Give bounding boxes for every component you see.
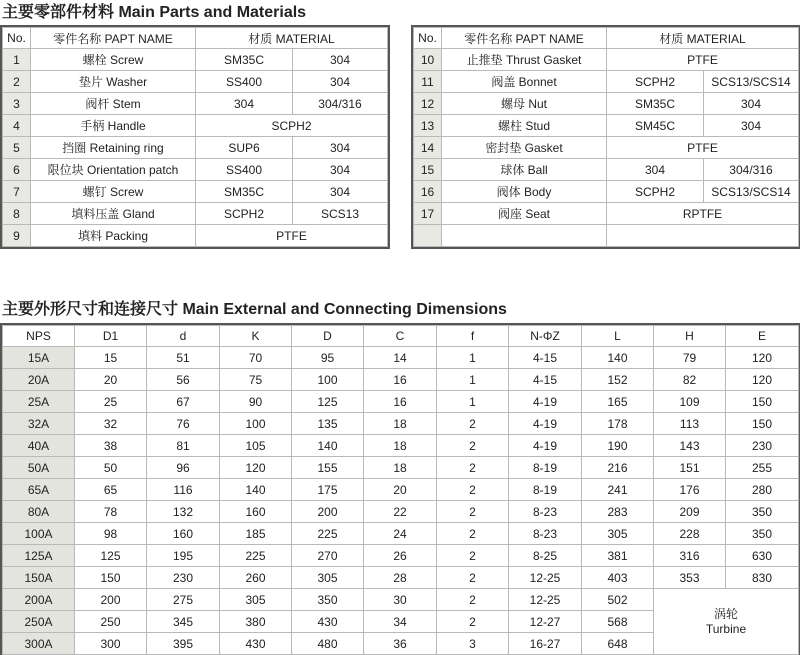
part-material-2: SCS13/SCS14 (704, 71, 799, 93)
dims-value: 4-19 (509, 413, 582, 435)
dims-value: 316 (654, 545, 726, 567)
dims-value: 2 (437, 611, 509, 633)
dims-value: 25 (75, 391, 147, 413)
parts-row (3, 203, 388, 225)
dims-value: 70 (220, 347, 292, 369)
part-name: 阀座 Seat (442, 203, 607, 225)
empty-cell (442, 225, 607, 247)
dims-value: 132 (147, 501, 220, 523)
dims-value: 18 (364, 457, 437, 479)
part-material-1: SM35C (607, 93, 704, 115)
part-material-2: 304 (704, 115, 799, 137)
header-part-name: 零件名称 PAPT NAME (442, 28, 607, 49)
header-part-name: 零件名称 PAPT NAME (31, 28, 196, 49)
part-name: 阀体 Body (442, 181, 607, 203)
part-material-2: SCS13/SCS14 (704, 181, 799, 203)
parts-row (414, 137, 799, 159)
dims-value: 125 (292, 391, 364, 413)
part-material-1: SCPH2 (196, 203, 293, 225)
part-material-2: SCS13 (293, 203, 388, 225)
part-name: 螺钉 Screw (31, 181, 196, 203)
part-number: 8 (3, 203, 31, 225)
part-name: 手柄 Handle (31, 115, 196, 137)
dims-header: D (292, 326, 364, 347)
parts-row (414, 225, 799, 247)
turbine-cell (654, 589, 799, 655)
dims-value: 380 (220, 611, 292, 633)
part-name: 密封垫 Gasket (442, 137, 607, 159)
dims-value: 150 (726, 391, 799, 413)
part-number: 3 (3, 93, 31, 115)
dims-value: 12-25 (509, 589, 582, 611)
dims-value: 230 (726, 435, 799, 457)
dims-value: 152 (582, 369, 654, 391)
dims-value: 143 (654, 435, 726, 457)
dims-value: 381 (582, 545, 654, 567)
dims-value: 140 (292, 435, 364, 457)
part-number: 10 (414, 49, 442, 71)
dims-value: 228 (654, 523, 726, 545)
dims-value: 176 (654, 479, 726, 501)
part-number: 14 (414, 137, 442, 159)
dims-value: 32 (75, 413, 147, 435)
dims-nps: 25A (3, 391, 75, 413)
dims-value: 150 (726, 413, 799, 435)
parts-row (3, 181, 388, 203)
dims-value: 26 (364, 545, 437, 567)
dims-nps: 125A (3, 545, 75, 567)
part-material-1: SCPH2 (607, 71, 704, 93)
dims-value: 24 (364, 523, 437, 545)
dims-header: d (147, 326, 220, 347)
part-material-1: SUP6 (196, 137, 293, 159)
part-number: 6 (3, 159, 31, 181)
dims-value: 305 (292, 567, 364, 589)
dims-value: 300 (75, 633, 147, 655)
dims-nps: 40A (3, 435, 75, 457)
dims-nps: 32A (3, 413, 75, 435)
dims-nps: 50A (3, 457, 75, 479)
dims-header: K (220, 326, 292, 347)
dims-value: 160 (147, 523, 220, 545)
part-material-2: 304/316 (293, 93, 388, 115)
dims-value: 160 (220, 501, 292, 523)
dims-value: 90 (220, 391, 292, 413)
parts-row (3, 71, 388, 93)
dims-value: 283 (582, 501, 654, 523)
part-material-2: 304 (293, 71, 388, 93)
part-material: PTFE (196, 225, 388, 247)
parts-row (414, 159, 799, 181)
dims-value: 2 (437, 501, 509, 523)
dims-header: H (654, 326, 726, 347)
dims-value: 1 (437, 391, 509, 413)
dims-row (3, 435, 799, 457)
dims-value: 116 (147, 479, 220, 501)
dims-value: 150 (75, 567, 147, 589)
dims-header: L (582, 326, 654, 347)
part-number: 17 (414, 203, 442, 225)
dims-table (2, 325, 799, 655)
dims-value: 350 (292, 589, 364, 611)
dims-nps: 80A (3, 501, 75, 523)
dims-value: 67 (147, 391, 220, 413)
part-material-1: 304 (196, 93, 293, 115)
dims-value: 2 (437, 567, 509, 589)
header-material: 材质 MATERIAL (196, 28, 388, 49)
part-material: PTFE (607, 137, 799, 159)
part-name: 阀盖 Bonnet (442, 71, 607, 93)
parts-row (414, 203, 799, 225)
turbine-cn: 涡轮 (713, 606, 738, 621)
dims-row (3, 457, 799, 479)
part-number: 12 (414, 93, 442, 115)
header-no: No. (414, 28, 442, 49)
dims-value: 225 (220, 545, 292, 567)
empty-cell (607, 225, 799, 247)
dims-nps: 20A (3, 369, 75, 391)
dims-value: 20 (364, 479, 437, 501)
dims-value: 8-23 (509, 523, 582, 545)
dims-value: 4-15 (509, 369, 582, 391)
dims-header-row (3, 326, 799, 347)
dims-value: 3 (437, 633, 509, 655)
dims-row (3, 589, 799, 611)
dims-value: 230 (147, 567, 220, 589)
dims-header: NPS (3, 326, 75, 347)
dims-value: 2 (437, 435, 509, 457)
dims-value: 100 (220, 413, 292, 435)
dims-value: 350 (726, 523, 799, 545)
parts-row (3, 137, 388, 159)
dims-value: 98 (75, 523, 147, 545)
dims-value: 830 (726, 567, 799, 589)
dims-value: 151 (654, 457, 726, 479)
part-number: 1 (3, 49, 31, 71)
dims-value: 140 (220, 479, 292, 501)
part-name: 螺柱 Stud (442, 115, 607, 137)
dims-value: 2 (437, 413, 509, 435)
dims-value: 502 (582, 589, 654, 611)
dims-value: 76 (147, 413, 220, 435)
dims-value: 30 (364, 589, 437, 611)
dims-value: 8-25 (509, 545, 582, 567)
dims-value: 648 (582, 633, 654, 655)
dims-value: 4-19 (509, 435, 582, 457)
part-material-1: 304 (607, 159, 704, 181)
part-number: 15 (414, 159, 442, 181)
dims-value: 8-19 (509, 479, 582, 501)
part-material-1: SCPH2 (607, 181, 704, 203)
dims-value: 1 (437, 369, 509, 391)
dims-value: 51 (147, 347, 220, 369)
dims-value: 568 (582, 611, 654, 633)
part-material-2: 304/316 (704, 159, 799, 181)
dims-row (3, 567, 799, 589)
dims-row (3, 413, 799, 435)
dims-nps: 100A (3, 523, 75, 545)
dims-nps: 15A (3, 347, 75, 369)
dims-title: 主要外形尺寸和连接尺寸 Main External and Connecting Dimensions (2, 301, 507, 318)
dims-value: 75 (220, 369, 292, 391)
dims-value: 175 (292, 479, 364, 501)
part-number: 16 (414, 181, 442, 203)
dims-value: 185 (220, 523, 292, 545)
dims-value: 8-23 (509, 501, 582, 523)
dims-value: 36 (364, 633, 437, 655)
dims-value: 250 (75, 611, 147, 633)
part-number: 5 (3, 137, 31, 159)
part-name: 限位块 Orientation patch (31, 159, 196, 181)
dims-value: 109 (654, 391, 726, 413)
dims-value: 225 (292, 523, 364, 545)
parts-row (414, 49, 799, 71)
part-material: PTFE (607, 49, 799, 71)
dims-value: 113 (654, 413, 726, 435)
dims-value: 125 (75, 545, 147, 567)
dims-value: 22 (364, 501, 437, 523)
dims-value: 395 (147, 633, 220, 655)
part-name: 阀杆 Stem (31, 93, 196, 115)
dims-header: E (726, 326, 799, 347)
dims-value: 200 (292, 501, 364, 523)
dims-value: 165 (582, 391, 654, 413)
part-number: 9 (3, 225, 31, 247)
dims-value: 430 (292, 611, 364, 633)
dims-value: 120 (726, 369, 799, 391)
dims-value: 275 (147, 589, 220, 611)
dims-value: 50 (75, 457, 147, 479)
dims-value: 241 (582, 479, 654, 501)
parts-table-right (413, 27, 799, 247)
part-material-2: 304 (704, 93, 799, 115)
dims-value: 18 (364, 413, 437, 435)
part-material: RPTFE (607, 203, 799, 225)
dims-value: 2 (437, 589, 509, 611)
header-no: No. (3, 28, 31, 49)
dims-row (3, 391, 799, 413)
dims-value: 28 (364, 567, 437, 589)
dims-row (3, 369, 799, 391)
dims-value: 20 (75, 369, 147, 391)
parts-row (414, 115, 799, 137)
dims-value: 190 (582, 435, 654, 457)
dims-value: 12-27 (509, 611, 582, 633)
dims-value: 345 (147, 611, 220, 633)
dims-value: 78 (75, 501, 147, 523)
dims-value: 95 (292, 347, 364, 369)
dims-value: 209 (654, 501, 726, 523)
dims-value: 305 (220, 589, 292, 611)
part-number: 11 (414, 71, 442, 93)
part-material-1: SM45C (607, 115, 704, 137)
dims-value: 630 (726, 545, 799, 567)
parts-title: 主要零部件材料 Main Parts and Materials (2, 4, 307, 21)
dims-row (3, 347, 799, 369)
dims-value: 195 (147, 545, 220, 567)
parts-table-left (2, 27, 388, 247)
dims-nps: 200A (3, 589, 75, 611)
part-material-2: 304 (293, 49, 388, 71)
dims-value: 16 (364, 369, 437, 391)
dims-value: 480 (292, 633, 364, 655)
dims-value: 15 (75, 347, 147, 369)
dims-value: 2 (437, 479, 509, 501)
dims-header: C (364, 326, 437, 347)
dims-value: 1 (437, 347, 509, 369)
dims-value: 4-15 (509, 347, 582, 369)
dims-value: 120 (726, 347, 799, 369)
parts-row (3, 49, 388, 71)
dims-header: D1 (75, 326, 147, 347)
part-name: 垫片 Washer (31, 71, 196, 93)
turbine-en: Turbine (705, 621, 747, 636)
dims-value: 38 (75, 435, 147, 457)
dims-value: 65 (75, 479, 147, 501)
parts-row (3, 115, 388, 137)
dims-value: 260 (220, 567, 292, 589)
part-name: 止推垫 Thrust Gasket (442, 49, 607, 71)
part-name: 球体 Ball (442, 159, 607, 181)
dims-value: 255 (726, 457, 799, 479)
dims-value: 16-27 (509, 633, 582, 655)
parts-row (3, 225, 388, 247)
dims-value: 82 (654, 369, 726, 391)
dims-row (3, 523, 799, 545)
dims-value: 56 (147, 369, 220, 391)
parts-header-row (414, 28, 799, 49)
dims-value: 155 (292, 457, 364, 479)
dims-value: 12-25 (509, 567, 582, 589)
part-material-1: SS400 (196, 159, 293, 181)
dims-value: 216 (582, 457, 654, 479)
part-number: 4 (3, 115, 31, 137)
part-material: SCPH2 (196, 115, 388, 137)
dims-header: f (437, 326, 509, 347)
dims-header: N-ΦZ (509, 326, 582, 347)
parts-row (3, 93, 388, 115)
dims-value: 2 (437, 457, 509, 479)
dims-value: 2 (437, 523, 509, 545)
dims-nps: 65A (3, 479, 75, 501)
dims-nps: 150A (3, 567, 75, 589)
part-name: 填料压盖 Gland (31, 203, 196, 225)
dims-value: 14 (364, 347, 437, 369)
dims-value: 350 (726, 501, 799, 523)
dims-value: 140 (582, 347, 654, 369)
parts-row (3, 159, 388, 181)
part-material-2: 304 (293, 181, 388, 203)
part-number: 13 (414, 115, 442, 137)
part-name: 挡圈 Retaining ring (31, 137, 196, 159)
parts-row (414, 71, 799, 93)
part-material-1: SM35C (196, 49, 293, 71)
dims-nps: 300A (3, 633, 75, 655)
part-name: 填料 Packing (31, 225, 196, 247)
dims-value: 2 (437, 545, 509, 567)
parts-header-row (3, 28, 388, 49)
dims-value: 120 (220, 457, 292, 479)
dims-value: 100 (292, 369, 364, 391)
dims-value: 403 (582, 567, 654, 589)
dims-value: 79 (654, 347, 726, 369)
dims-value: 270 (292, 545, 364, 567)
dims-row (3, 501, 799, 523)
dims-value: 16 (364, 391, 437, 413)
header-material: 材质 MATERIAL (607, 28, 799, 49)
parts-row (414, 93, 799, 115)
dims-value: 135 (292, 413, 364, 435)
dims-value: 178 (582, 413, 654, 435)
dims-value: 280 (726, 479, 799, 501)
part-number (414, 225, 442, 247)
dims-value: 105 (220, 435, 292, 457)
dims-row (3, 545, 799, 567)
part-name: 螺母 Nut (442, 93, 607, 115)
part-material-1: SS400 (196, 71, 293, 93)
dims-value: 8-19 (509, 457, 582, 479)
dims-nps: 250A (3, 611, 75, 633)
parts-row (414, 181, 799, 203)
part-material-1: SM35C (196, 181, 293, 203)
dims-value: 34 (364, 611, 437, 633)
dims-row (3, 479, 799, 501)
dims-value: 430 (220, 633, 292, 655)
part-number: 7 (3, 181, 31, 203)
dims-value: 96 (147, 457, 220, 479)
part-name: 螺栓 Screw (31, 49, 196, 71)
dims-value: 200 (75, 589, 147, 611)
dims-value: 4-19 (509, 391, 582, 413)
part-number: 2 (3, 71, 31, 93)
dims-value: 305 (582, 523, 654, 545)
dims-value: 18 (364, 435, 437, 457)
part-material-2: 304 (293, 137, 388, 159)
part-material-2: 304 (293, 159, 388, 181)
dims-value: 81 (147, 435, 220, 457)
dims-value: 353 (654, 567, 726, 589)
